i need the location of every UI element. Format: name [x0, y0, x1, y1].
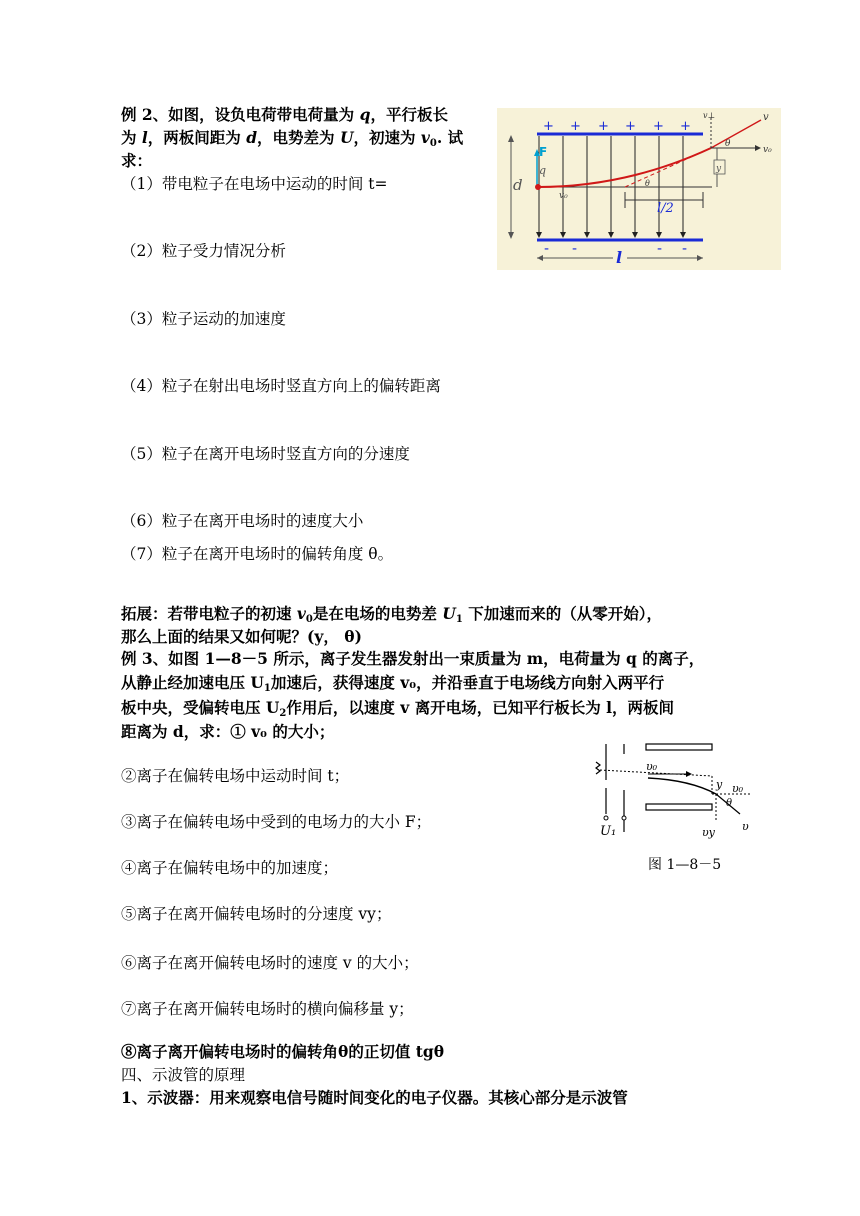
plus-sign: + — [570, 119, 581, 134]
ex3-step-3: ③离子在偏转电场中受到的电场力的大小 F； — [121, 813, 432, 831]
label-l-half: l/2 — [657, 201, 674, 216]
ex2-intro-line1 — [121, 104, 448, 126]
plus-sign: + — [543, 119, 554, 134]
ion-deflection-diagram — [590, 742, 765, 840]
ex3-line3 — [121, 697, 674, 719]
ion-trajectory — [648, 778, 716, 794]
exit-velocity-line — [711, 120, 761, 148]
text-run: ，两板间距为 — [147, 128, 247, 147]
text-run: 加速后，获得速度 v₀，并沿垂直于电场线方向射入两平行 — [270, 673, 665, 692]
subscript: 0 — [429, 138, 437, 149]
text-run: 是在电场的电势差 — [312, 604, 443, 623]
tangent-extension — [625, 148, 711, 187]
label-v: υ — [742, 820, 749, 833]
text-run: 为 — [121, 128, 142, 147]
figure-caption: 图 1—8－5 — [648, 857, 722, 873]
subscript: 2 — [279, 708, 287, 719]
ex2-intro-line2 — [121, 127, 463, 149]
ion-source — [596, 762, 600, 774]
ex2-question-2: （2）粒子受力情况分析 — [121, 242, 286, 260]
text-run: 从静止经加速电压 U — [121, 673, 264, 692]
label-theta-2: θ — [645, 179, 650, 188]
plus-sign: + — [653, 119, 664, 134]
text-run: . 试 — [436, 128, 464, 147]
label-q: q — [539, 164, 547, 177]
ex2-question-6: （6）粒子在离开电场时的速度大小 — [121, 512, 364, 530]
ex2-question-5: （5）粒子在离开电场时竖直方向的分速度 — [121, 445, 410, 463]
label-l: l — [616, 248, 623, 267]
section-paragraph: 1、示波器：用来观察电信号随时间变化的电子仪器。其核心部分是示波管 — [121, 1088, 628, 1107]
minus-sign: - — [544, 241, 550, 257]
text-run: ，电势差为 — [257, 128, 340, 147]
minus-sign: - — [657, 241, 663, 257]
figure-ion-deflection — [590, 742, 765, 840]
figure-parallel-plate-deflection — [497, 108, 781, 270]
var-q: q — [359, 105, 371, 124]
label-theta: θ — [725, 139, 731, 149]
text-run: 板中央，受偏转电压 U — [121, 698, 280, 717]
label-v0-top: υ₀ — [646, 760, 658, 773]
extension-line1 — [121, 603, 662, 625]
label-F: F — [539, 145, 548, 159]
text-run: 拓展：若带电粒子的初速 — [121, 604, 297, 623]
text-run: ，初速为 — [353, 128, 421, 147]
subscript: 1 — [263, 683, 271, 694]
trajectory-curve — [538, 148, 711, 187]
ex3-line1: 例 3、如图 1—8－5 所示，离子发生器发射出一束质量为 m，电荷量为 q 的离子， — [121, 649, 705, 668]
label-vy: υy — [702, 826, 715, 839]
var-v0: v — [296, 604, 306, 623]
label-v: v — [763, 112, 769, 123]
label-d: d — [513, 176, 523, 194]
ex3-step-6: ⑥离子在离开偏转电场时的速度 v 的大小； — [121, 954, 419, 972]
var-l: l — [141, 128, 148, 147]
bottom-deflect-plate — [646, 804, 712, 810]
label-theta: θ — [726, 798, 733, 809]
var-U: U — [339, 128, 354, 147]
text-run: 下加速而来的（从零开始）， — [462, 604, 662, 623]
label-y: y — [716, 778, 723, 791]
ex2-question-4: （4）粒子在射出电场时竖直方向上的偏转距离 — [121, 377, 441, 395]
text-run: 例 2、如图，设负电荷带电荷量为 — [121, 105, 360, 124]
label-U1: U₁ — [600, 824, 617, 839]
label-v0-exit: v₀ — [763, 145, 772, 155]
field-arrowheads — [536, 232, 686, 238]
label-v0-right: υ₀ — [732, 782, 744, 795]
ex3-line4: 距离为 d，求：① v₀ 的大小； — [121, 722, 335, 741]
deflection-diagram — [497, 108, 781, 270]
ex3-step-8: ⑧离子离开偏转电场时的偏转角θ的正切值 tgθ — [121, 1042, 445, 1061]
var-v0: v — [420, 128, 430, 147]
text-run: ，平行板长 — [370, 105, 448, 124]
minus-sign: - — [572, 241, 578, 257]
plus-sign: + — [598, 119, 609, 134]
plus-sign: + — [680, 119, 691, 134]
section-heading: 四、示波管的原理 — [121, 1066, 246, 1084]
label-y: y — [716, 164, 722, 174]
ex3-line2 — [121, 672, 664, 694]
ex3-step-2: ②离子在偏转电场中运动时间 t； — [121, 767, 350, 785]
label-v0: v₀ — [559, 191, 568, 201]
ex3-step-4: ④离子在偏转电场中的加速度； — [121, 859, 339, 877]
ex2-question-1: （1）带电粒子在电场中运动的时间 t= — [121, 175, 388, 193]
ex2-intro-line3: 求： — [121, 151, 153, 170]
var-U1: U — [442, 604, 456, 623]
plus-signs — [543, 119, 691, 134]
ex3-step-5: ⑤离子在离开偏转电场时的分速度 vy； — [121, 905, 392, 923]
ex3-step-7: ⑦离子在离开偏转电场时的横向偏移量 y； — [121, 1000, 414, 1018]
top-deflect-plate — [646, 744, 712, 750]
label-vy: v⊥ — [703, 111, 716, 120]
ex2-question-3: （3）粒子运动的加速度 — [121, 310, 286, 328]
subscript: 1 — [455, 614, 463, 625]
var-d: d — [246, 128, 258, 147]
subscript: 0 — [305, 614, 313, 625]
minus-sign: - — [682, 241, 688, 257]
extension-line2: 那么上面的结果又如何呢？(y， θ) — [121, 627, 362, 646]
plus-sign: + — [625, 119, 636, 134]
text-run: 作用后，以速度 v 离开电场，已知平行板长为 l，两板间 — [286, 698, 674, 717]
ex2-question-7: （7）粒子在离开电场时的偏转角度 θ。 — [121, 545, 394, 563]
